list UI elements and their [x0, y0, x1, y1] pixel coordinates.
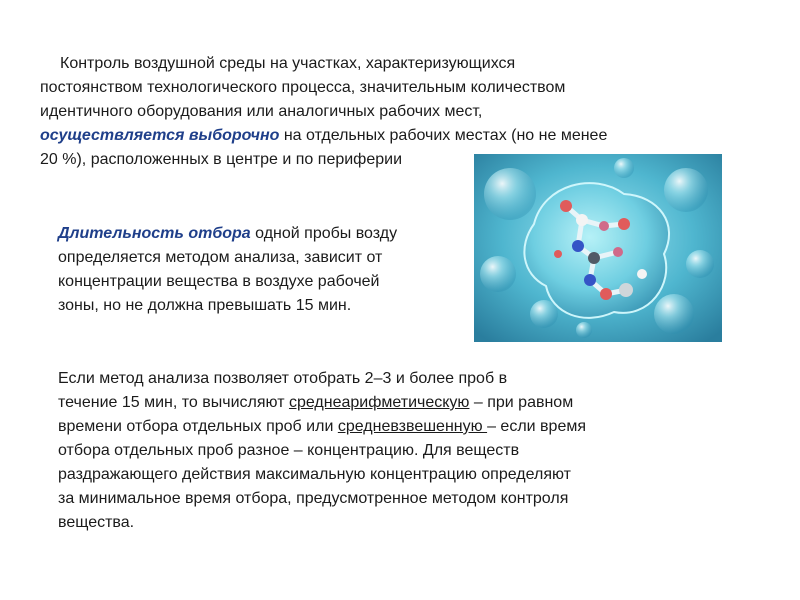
para3-line7: вещества.	[58, 514, 135, 531]
term-arithmetic-mean: среднеарифметическую	[288, 394, 470, 411]
para1-line3: идентичного оборудования или аналогичных рабочих мест,	[40, 103, 483, 120]
para2-line3: концентрации вещества в воздухе рабочей	[58, 273, 380, 290]
para3-line6: за минимальное время отбора, предусмотренное методом контроля	[58, 490, 569, 507]
para3-line5: раздражающего действия максимальную концентрацию определяют	[58, 466, 571, 483]
para2-emphasis: Длительность отбора	[58, 225, 251, 242]
para3-line3a: времени отбора отдельных проб или	[58, 418, 338, 435]
molecule-bubbles-icon	[474, 154, 722, 342]
para1-line4: на отдельных рабочих местах (но не менее	[279, 127, 608, 144]
para1-line2: постоянством технологического процесса, значительным количеством	[40, 79, 566, 96]
para1-line5: 20 %), расположенных в центре и по периферии	[40, 151, 403, 168]
para3-line3b: – если время	[487, 418, 586, 435]
paragraph-multiple-samples	[58, 367, 718, 535]
para1-emphasis: осуществляется выборочно	[40, 127, 280, 144]
para3-line2a: течение 15 мин, то вычисляют	[58, 394, 289, 411]
para3-line4: отбора отдельных проб разное – концентрацию. Для веществ	[58, 442, 520, 459]
para2-line4: зоны, но не должна превышать 15 мин.	[58, 297, 352, 314]
paragraph-sampling-duration	[58, 222, 478, 318]
para2-line1: одной пробы возду	[250, 225, 398, 242]
term-weighted-mean: средневзвешенную	[337, 418, 488, 435]
para3-line2b: – при равном	[469, 394, 574, 411]
para1-line1: Контроль воздушной среды на участках, характеризующихся	[60, 55, 516, 72]
para2-line2: определяется методом анализа, зависит от	[58, 249, 383, 266]
para3-line1: Если метод анализа позволяет отобрать 2–3 и более проб в	[58, 370, 508, 387]
